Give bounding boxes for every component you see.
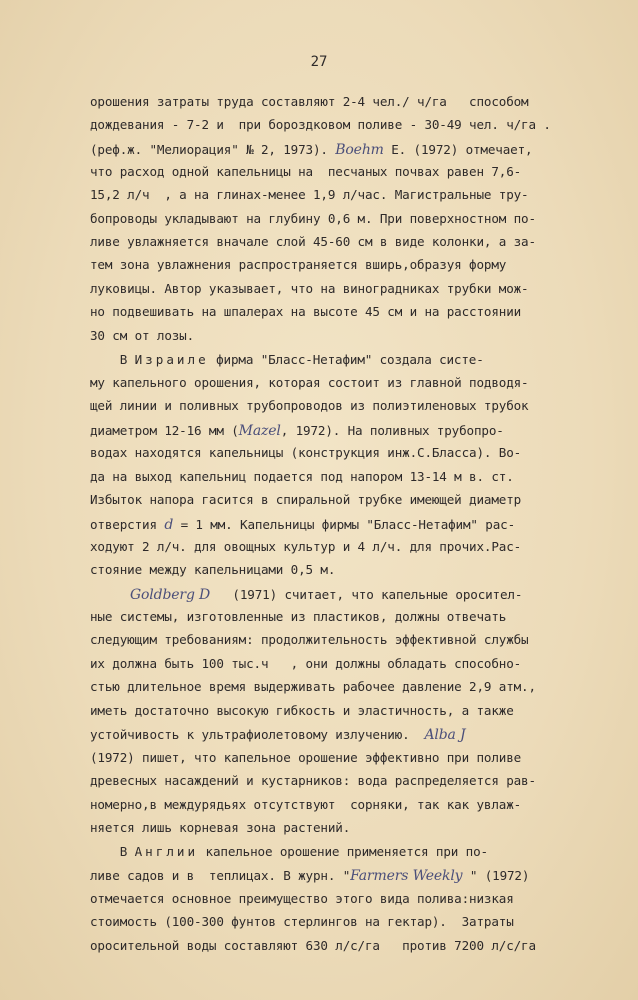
- typed-text: ходуют 2 л/ч. для овощных культур и 4 л/ч. для прочих.Рас-: [90, 539, 522, 554]
- typed-text: оросительной воды составляют 630 л/с/га против 7200 л/с/га: [90, 938, 536, 953]
- text-line-11: [90, 330, 600, 343]
- typed-text: (1971) считает, что капельные оросител-: [210, 587, 523, 602]
- text-line-36: [90, 916, 600, 929]
- typed-text: их должна быть 100 тыс.ч , они должны обладать способно-: [90, 656, 522, 671]
- text-line-24: [90, 634, 600, 647]
- text-line-31: [90, 799, 600, 812]
- typed-text: но подвешивать на шпалерах на высоте 45 см и на расстоянии: [90, 304, 522, 319]
- handwritten-name: d: [164, 517, 174, 533]
- typed-text: стояние между капельницами 0,5 м.: [90, 562, 336, 577]
- text-line-2: [90, 119, 600, 132]
- handwritten-name: Boehm: [335, 142, 384, 158]
- typed-text: (реф.ж. "Мелиорация" № 2, 1973).: [90, 142, 336, 157]
- text-line-33: [90, 846, 600, 859]
- text-line-9: [90, 283, 600, 296]
- typed-text: ливе увлажняется вначале слой 45-60 см в виде колонки, а за-: [90, 234, 536, 249]
- typed-text: тем зона увлажнения распространяется вширь,образуя форму: [90, 257, 507, 272]
- text-line-34: [90, 869, 600, 883]
- typed-text: луковицы. Автор указывает, что на виноградниках трубки мож-: [90, 281, 529, 296]
- handwritten-name: Alba J: [424, 727, 466, 743]
- typed-text: му капельного орошения, которая состоит из главной подводя-: [90, 375, 529, 390]
- spaced-country-name: Англии: [134, 844, 199, 859]
- text-line-4: [90, 166, 600, 179]
- typed-text: капельное орошение применяется при по-: [198, 844, 488, 859]
- text-line-23: [90, 611, 600, 624]
- typed-text: следующим требованиям: продолжительность эффективной службы: [90, 632, 529, 647]
- typed-text: няется лишь корневая зона растений.: [90, 820, 351, 835]
- text-line-5: [90, 189, 600, 202]
- typed-text: ные системы, изготовленные из пластиков, должны отвечать: [90, 609, 507, 624]
- typed-text: бопроводы укладывают на глубину 0,6 м. При поверхностном по-: [90, 211, 536, 226]
- typed-text: 15,2 л/ч , а на глинах-менее 1,9 л/час. Магистральные тру-: [90, 187, 529, 202]
- paragraph-lead: В: [90, 352, 135, 367]
- text-line-17: [90, 471, 600, 484]
- typed-text: E. (1972) отмечает,: [383, 142, 533, 157]
- typed-text: дождевания - 7-2 и при бороздковом поливе - 30-49 чел. ч/га .: [90, 117, 551, 132]
- text-line-10: [90, 306, 600, 319]
- handwritten-name: Farmers Weekly: [350, 868, 463, 884]
- text-line-12: [90, 354, 600, 367]
- typed-text: ливе садов и в теплицах. В журн. ": [90, 868, 351, 883]
- typed-text: иметь достаточно высокую гибкость и эластичность, а также: [90, 703, 514, 718]
- typed-text: Избыток напора гасится в спиральной трубке имеющей диаметр: [90, 492, 522, 507]
- handwritten-name: Mazel: [238, 423, 281, 439]
- text-line-6: [90, 213, 600, 226]
- typed-text: щей линии и поливных трубопроводов из полиэтиленовых трубок: [90, 398, 529, 413]
- typed-text: орошения затраты труда составляют 2-4 чел./ ч/га способом: [90, 94, 529, 109]
- paragraph-lead: В: [90, 844, 135, 859]
- typed-text: диаметром 12-16 мм (: [90, 423, 239, 438]
- text-line-14: [90, 400, 600, 413]
- handwritten-name: Goldberg D: [130, 587, 211, 603]
- text-line-26: [90, 681, 600, 694]
- typed-text: отверстия: [90, 517, 165, 532]
- text-line-19: [90, 518, 600, 532]
- spaced-country-name: Израиле: [134, 352, 209, 367]
- text-line-20: [90, 541, 600, 554]
- typed-text: стоимость (100-300 фунтов стерлингов на гектар). Затраты: [90, 914, 514, 929]
- typed-text: да на выход капельниц подается под напором 13-14 м в. ст.: [90, 469, 514, 484]
- typed-text: , 1972). На поливных трубопро-: [280, 423, 504, 438]
- text-line-16: [90, 447, 600, 460]
- text-line-1: [90, 96, 600, 109]
- typed-text: что расход одной капельницы на песчаных почвах равен 7,6-: [90, 164, 522, 179]
- text-line-15: [90, 424, 600, 438]
- text-line-25: [90, 658, 600, 671]
- typed-text: отмечается основное преимущество этого вида полива:низкая: [90, 891, 514, 906]
- typed-text: древесных насаждений и кустарников: вода распределяется рав-: [90, 773, 536, 788]
- text-line-32: [90, 822, 600, 835]
- typed-text: водах находятся капельницы (конструкция инж.С.Бласса). Во-: [90, 445, 522, 460]
- typed-text: " (1972): [462, 868, 530, 883]
- text-line-30: [90, 775, 600, 788]
- text-line-21: [90, 564, 600, 577]
- text-line-35: [90, 893, 600, 906]
- text-line-27: [90, 705, 600, 718]
- typed-text: (1972) пишет, что капельное орошение эффективно при поливе: [90, 750, 522, 765]
- text-line-37: [90, 940, 600, 953]
- typed-text: стью длительное время выдерживать рабочее давление 2,9 атм.,: [90, 679, 536, 694]
- text-line-22: [130, 588, 638, 602]
- text-line-28: [90, 728, 600, 742]
- text-line-13: [90, 377, 600, 390]
- text-line-29: [90, 752, 600, 765]
- text-line-3: [90, 143, 600, 157]
- typed-text: устойчивость к ультрафиолетовому излучению.: [90, 727, 425, 742]
- text-line-7: [90, 236, 600, 249]
- text-line-18: [90, 494, 600, 507]
- text-line-8: [90, 259, 600, 272]
- page-number: 27: [310, 54, 328, 70]
- typed-text: номерно,в междурядьях отсутствуют сорняки, так как увлаж-: [90, 797, 522, 812]
- typed-text: фирма "Бласс-Нетафим" создала систе-: [208, 352, 484, 367]
- typed-text: = 1 мм. Капельницы фирмы "Бласс-Нетафим" рас-: [173, 517, 516, 532]
- typed-text: 30 см от лозы.: [90, 328, 195, 343]
